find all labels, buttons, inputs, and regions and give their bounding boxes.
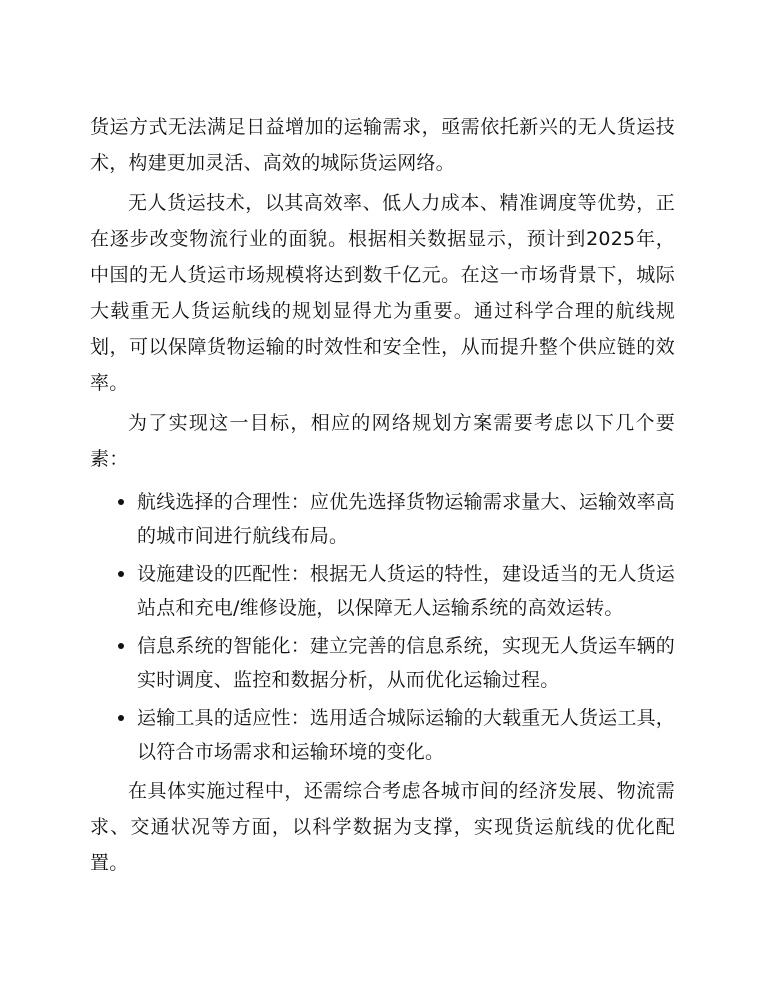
list-item <box>90 629 675 697</box>
bullet-dot-icon <box>118 499 124 505</box>
paragraph-intro: 货运方式无法满足日益增加的运输需求，亟需依托新兴的无人货运技术，构建更加灵活、高效的城际货运网络。 <box>90 116 675 174</box>
bullet-dot-icon <box>118 715 124 721</box>
paragraph-elements-lead: 为了实现这一目标，相应的网络规划方案需要考虑以下几个要素： <box>90 412 675 470</box>
bullet-dot-icon <box>118 571 124 577</box>
list-item <box>90 701 675 769</box>
list-item <box>90 485 675 553</box>
list-item <box>90 557 675 625</box>
list-item-text: 运输工具的适应性：选用适合城际运输的大载重无人货运工具，以符合市场需求和运输环境的变化。 <box>137 707 675 763</box>
paragraph-closing: 在具体实施过程中，还需综合考虑各城市间的经济发展、物流需求、交通状况等方面，以科学数据为支撑，实现货运航线的优化配置。 <box>90 780 675 874</box>
list-item-text: 设施建设的匹配性：根据无人货运的特性，建设适当的无人货运站点和充电/维修设施，以保障无人运输系统的高效运转。 <box>137 563 675 619</box>
bullet-dot-icon <box>118 643 124 649</box>
list-item-text: 航线选择的合理性：应优先选择货物运输需求量大、运输效率高的城市间进行航线布局。 <box>137 491 675 547</box>
paragraph-advantages: 无人货运技术，以其高效率、低人力成本、精准调度等优势，正在逐步改变物流行业的面貌。根据相关数据显示，预计到2025年，中国的无人货运市场规模将达到数千亿元。在这一市场背景下，城际大载重无人货运航线的规划显得尤为重要。通过科学合理的航线规划，可以保障货物运输的时效性和安全性，从而提升整个供应链的效率。 <box>90 192 675 394</box>
list-item-text: 信息系统的智能化：建立完善的信息系统，实现无人货运车辆的实时调度、监控和数据分析，从而优化运输过程。 <box>137 635 675 691</box>
document-body <box>90 109 675 881</box>
elements-list <box>90 485 675 769</box>
